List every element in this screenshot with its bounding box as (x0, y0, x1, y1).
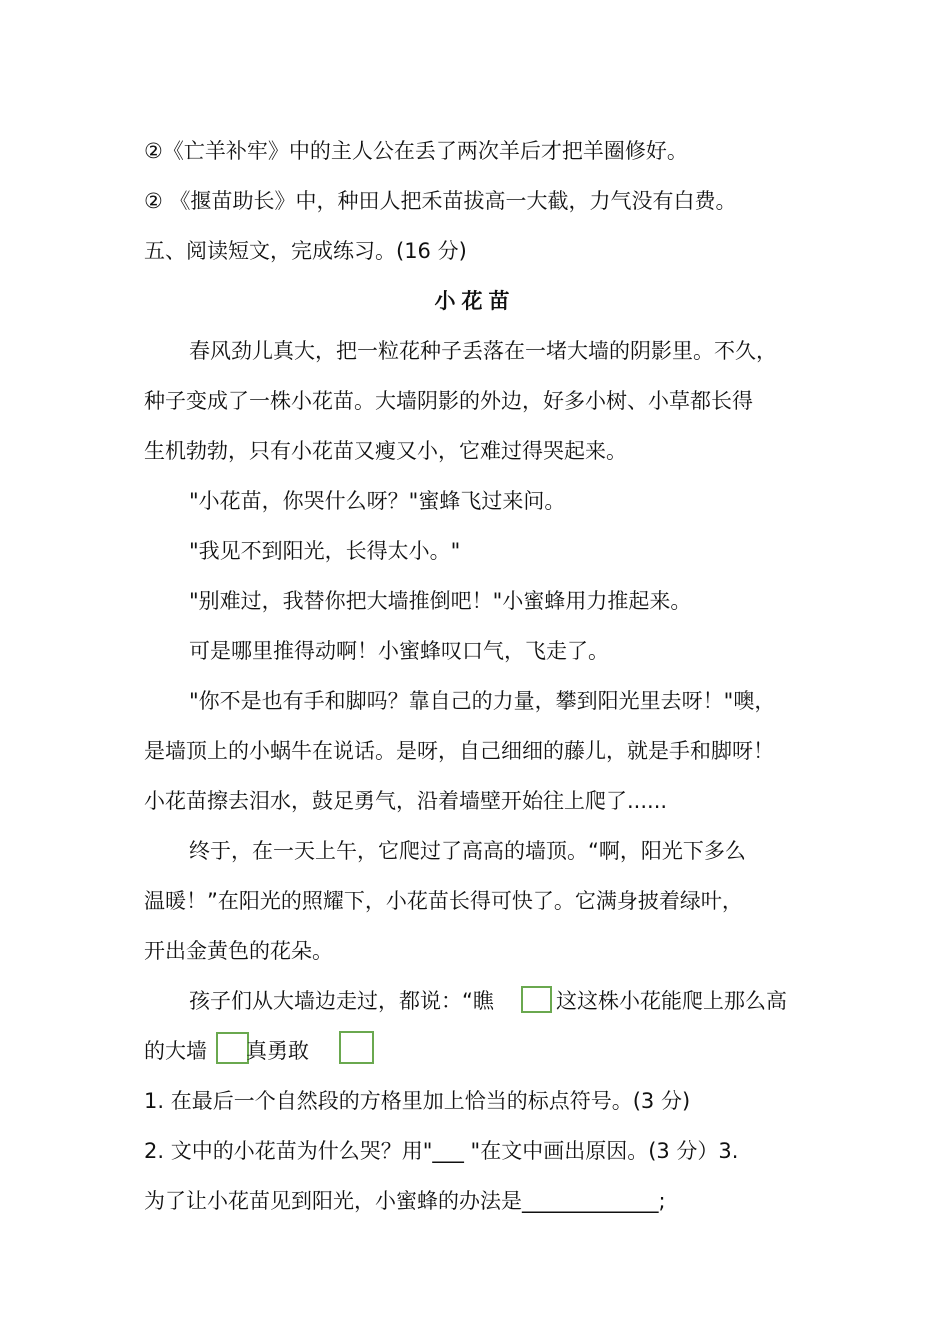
paragraph-6-line-1: "你不是也有手和脚吗？靠自己的力量，攀到阳光里去呀！"噢， (189, 689, 776, 713)
paragraph-4: "别难过，我替你把大墙推倒吧！"小蜜蜂用力推起来。 (189, 589, 692, 613)
paragraph-7-line-1: 终于，在一天上午，它爬过了高高的墙顶。“啊，阳光下多么 (189, 839, 746, 863)
punctuation-box-1[interactable] (521, 986, 552, 1013)
question-1: 1. 在最后一个自然段的方格里加上恰当的标点符号。(3 分) (144, 1089, 691, 1113)
paragraph-7-line-2: 温暖！”在阳光的照耀下，小花苗长得可快了。它满身披着绿叶， (144, 889, 743, 913)
paragraph-1-line-2: 种子变成了一株小花苗。大墙阴影的外边，好多小树、小草都长得 (144, 389, 753, 413)
paragraph-1-line-1: 春风劲儿真大，把一粒花种子丢落在一堵大墙的阴影里。不久， (189, 339, 777, 363)
paragraph-3: "我见不到阳光，长得太小。" (189, 539, 461, 563)
paragraph-8-line-2-start: 的大墙 (144, 1039, 207, 1063)
question-3: 为了让小花苗见到阳光，小蜜蜂的办法是_____________; (144, 1189, 666, 1213)
paragraph-8-line-1-end: 这这株小花能爬上那么高 (556, 989, 787, 1013)
paragraph-6-line-2: 是墙顶上的小蜗牛在说话。是呀，自己细细的藤儿，就是手和脚呀！ (144, 739, 774, 763)
paragraph-7-line-3: 开出金黄色的花朵。 (144, 939, 333, 963)
paragraph-8-line-2-end: 真勇敢 (246, 1039, 309, 1063)
passage-title: 小花苗 (434, 289, 516, 313)
paragraph-1-line-3: 生机勃勃，只有小花苗又瘦又小，它难过得哭起来。 (144, 439, 627, 463)
section-heading: 五、阅读短文，完成练习。(16 分) (144, 239, 467, 263)
question-2: 2. 文中的小花苗为什么哭？用"___ "在文中画出原因。(3 分）3. (144, 1139, 739, 1163)
punctuation-box-2[interactable] (216, 1032, 249, 1064)
paragraph-5: 可是哪里推得动啊！小蜜蜂叹口气，飞走了。 (189, 639, 609, 663)
exam-line-1: ②《亡羊补牢》中的主人公在丢了两次羊后才把羊圈修好。 (144, 139, 688, 163)
paragraph-6-line-3: 小花苗擦去泪水，鼓足勇气，沿着墙壁开始往上爬了...... (144, 789, 668, 813)
paragraph-8-line-1-start: 孩子们从大墙边走过，都说：“瞧 (189, 989, 494, 1013)
punctuation-box-3[interactable] (339, 1031, 374, 1064)
exam-line-2: ② 《揠苗助长》中，种田人把禾苗拔高一大截，力气没有白费。 (144, 189, 737, 213)
paragraph-2: "小花苗，你哭什么呀？"蜜蜂飞过来问。 (189, 489, 566, 513)
